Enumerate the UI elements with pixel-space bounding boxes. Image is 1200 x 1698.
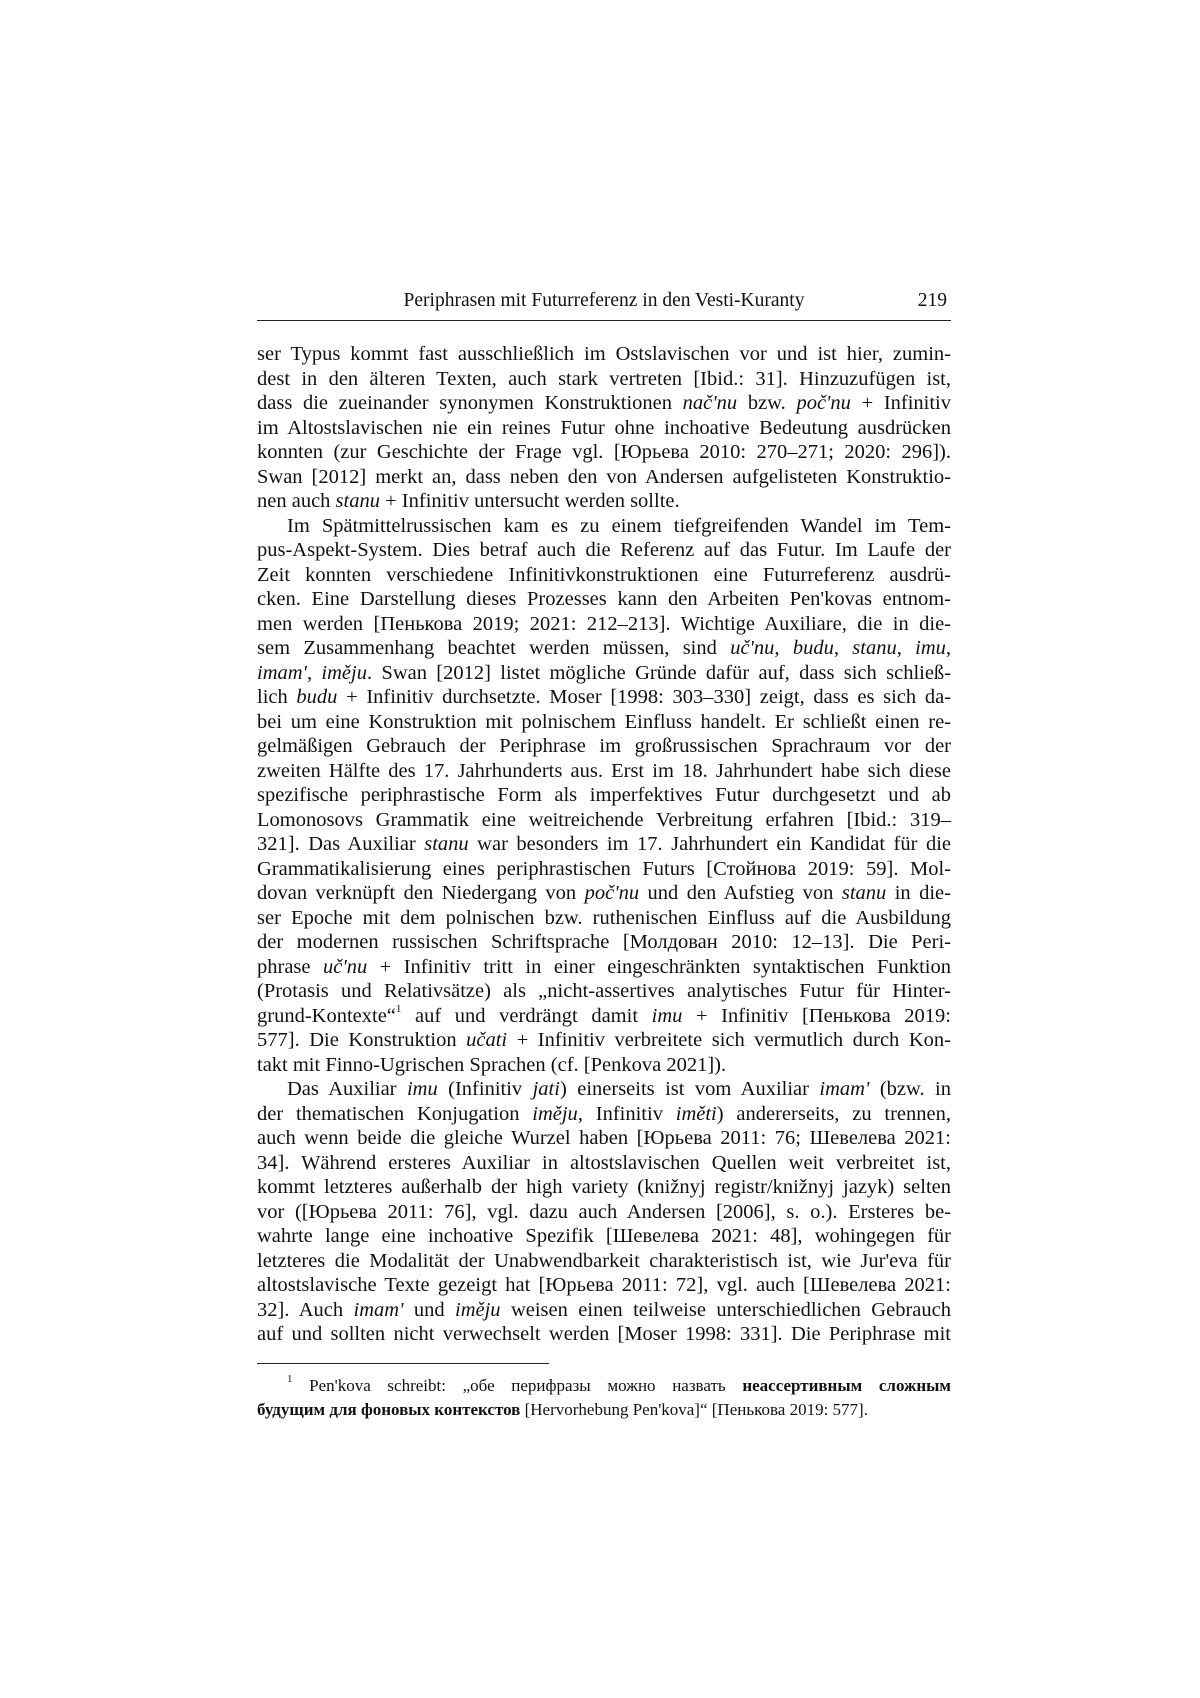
italic-term: učati [466, 1029, 508, 1051]
italic-term: imu [406, 1078, 438, 1100]
text-line [257, 1200, 951, 1225]
text-line [257, 685, 951, 710]
text-run: in die- [886, 882, 951, 904]
text-run: . Swan [2012] listet mögliche Gründe dafür auf, dass sich schließ- [366, 661, 952, 684]
text-run: war besonders im 17. Jahrhundert ein Kandidat für die [468, 833, 951, 855]
text-run: men werden [Пенькова 2019; 2021: 212–213]. Wichtige Auxiliare, die in die- [257, 612, 951, 635]
italic-term: iměju [455, 1298, 501, 1321]
italic-term: imu [651, 1004, 683, 1027]
text-run: Pen'kova schreibt: „обе перифразы можно назвать [292, 1376, 743, 1395]
text-line [257, 832, 951, 857]
text-line [257, 440, 951, 465]
italic-term: iměti [675, 1102, 717, 1125]
footnote-separator [257, 1363, 549, 1364]
footnote-line [257, 1374, 951, 1398]
text-run: 577]. Die Konstruktion [257, 1029, 467, 1051]
text-run: auf und verdrängt damit [401, 1004, 652, 1027]
text-run: , [306, 661, 322, 684]
text-run: weisen einen teilweise unterschiedlichen Gebrauch [500, 1298, 951, 1321]
text-run: gelmäßigen Gebrauch der Periphrase im großrussischen Sprachraum vor der [257, 735, 951, 757]
bold-text: будущим для фоновых контекстов [257, 1400, 521, 1419]
text-line [257, 612, 951, 637]
italic-term: stanu [841, 882, 887, 904]
italic-term: stanu [335, 490, 380, 512]
body-text [257, 342, 951, 1347]
text-run: nen auch [257, 490, 336, 512]
text-run: dest in den älteren Texten, auch stark vertreten [Ibid.: 31]. Hinzuzufügen ist, [257, 367, 951, 390]
text-run: + Infinitiv [Пенькова 2019: [682, 1004, 951, 1027]
italic-term: budu [792, 637, 834, 659]
italic-term: jati [532, 1078, 560, 1100]
text-run: Im Spätmittelrussischen kam es zu einem tiefgreifenden Wandel im Tem- [287, 514, 951, 537]
italic-term: imam' [819, 1078, 870, 1100]
text-line [257, 955, 951, 980]
text-run: und den Aufstieg von [639, 882, 842, 904]
italic-term: poč'nu [796, 392, 851, 414]
text-run: Das Auxiliar [287, 1078, 407, 1100]
text-line [257, 1224, 951, 1249]
text-run: ) einerseits ist vom Auxiliar [559, 1078, 820, 1100]
text-run: 34]. Während ersteres Auxiliar in altostslavischen Quellen weit verbreitet ist, [257, 1151, 951, 1174]
text-run: , [833, 637, 853, 659]
text-line [257, 1249, 951, 1274]
text-run: spezifische periphrastische Form als imperfektives Futur durchgesetzt und ab [257, 784, 951, 806]
text-run: bei um eine Konstruktion mit polnischem Einfluss handelt. Er schließt einen re- [257, 710, 951, 733]
text-run: ser Typus kommt fast ausschließlich im Ostslavischen vor und ist hier, zumin- [257, 343, 951, 365]
text-run: sem Zusammenhang beachtet werden müssen, sind [257, 637, 731, 659]
italic-term: stanu [424, 833, 469, 855]
text-run: , [945, 637, 952, 659]
text-run: + Infinitiv durchsetzte. Moser [1998: 303–330] zeigt, dass es sich da- [337, 686, 951, 708]
text-run: auf und sollten nicht verwechselt werden [Moser 1998: 331]. Die Periphrase mit [257, 1323, 951, 1345]
text-line [257, 465, 951, 490]
text-run: letzteres die Modalität der Unabwendbarkeit charakteristisch ist, wie Jur'eva für [257, 1249, 951, 1272]
text-run: Swan [2012] merkt an, dass neben den von Andersen aufgelisteten Konstruktio- [257, 465, 951, 488]
text-line [257, 710, 951, 735]
italic-term: iměju [321, 661, 367, 684]
text-line [257, 759, 951, 784]
text-run: 321]. Das Auxiliar [257, 833, 425, 855]
text-run: cken. Eine Darstellung dieses Prozesses kann den Arbeiten Pen'kovas entnom- [257, 588, 951, 610]
text-line [257, 783, 951, 808]
text-line [257, 391, 951, 416]
text-line [257, 367, 951, 392]
text-run: (Protasis und Relativsätze) als „nicht-assertives analytisches Futur für Hinter- [257, 980, 951, 1002]
text-line [257, 881, 951, 906]
footnote [257, 1374, 951, 1422]
italic-term: imam' [353, 1298, 404, 1321]
text-run: ) andererseits, zu trennen, [716, 1102, 951, 1125]
text-run: der modernen russischen Schriftsprache [Молдован 2010: 12–13]. Die Peri- [257, 931, 951, 953]
text-run: ser Epoche mit dem polnischen bzw. ruthenischen Einfluss auf die Ausbildung [257, 906, 951, 929]
text-line [257, 1298, 951, 1323]
text-run: + Infinitiv [850, 392, 951, 414]
text-run: dovan verknüpft den Niedergang von [257, 882, 585, 904]
text-run: takt mit Finno-Ugrischen Sprachen (cf. [Penkova 2021]). [257, 1053, 727, 1076]
text-run: konnten (zur Geschichte der Frage vgl. [Юрьева 2010: 270–271; 2020: 296]). [257, 441, 951, 463]
text-line [257, 1126, 951, 1151]
text-line [257, 808, 951, 833]
text-line [257, 636, 951, 661]
text-line [257, 979, 951, 1004]
text-run: Grammatikalisierung eines periphrastischen Futurs [Стойнова 2019: 59]. Mol- [257, 857, 951, 880]
text-line [257, 1273, 951, 1298]
text-run: bzw. [737, 392, 797, 414]
text-run: und [403, 1298, 456, 1321]
text-line [257, 416, 951, 441]
text-run: [Hervorhebung Pen'kova]“ [Пенькова 2019: 577]. [520, 1400, 868, 1419]
text-line [257, 661, 951, 686]
italic-term: poč'nu [584, 882, 640, 904]
text-line [257, 734, 951, 759]
text-line [257, 1028, 951, 1053]
text-run: , [896, 637, 916, 659]
text-run: pus-Aspekt-System. Dies betraf auch die Referenz auf das Futur. Im Laufe der [257, 539, 951, 561]
italic-term: uč'nu [730, 637, 775, 659]
text-run: der thematischen Konjugation [257, 1102, 533, 1125]
text-line [257, 1053, 951, 1078]
text-line [257, 489, 951, 514]
text-run: zweiten Hälfte des 17. Jahrhunderts aus. Erst im 18. Jahrhundert habe sich diese [257, 759, 951, 782]
text-run: , [774, 637, 793, 659]
text-line [257, 342, 951, 367]
text-run: lich [257, 686, 297, 708]
italic-term: budu [296, 686, 338, 708]
text-line [257, 1077, 951, 1102]
text-run: (Infinitiv [437, 1078, 533, 1100]
text-run: kommt letzteres außerhalb der high variety (knižnyj registr/knižnyj jazyk) selten [257, 1176, 951, 1198]
text-run: (bzw. in [869, 1078, 951, 1100]
text-run: auch wenn beide die gleiche Wurzel haben [Юрьева 2011: 76; Шевелева 2021: [257, 1127, 951, 1149]
text-line [257, 1102, 951, 1127]
text-run: altostslavische Texte gezeigt hat [Юрьева 2011: 72], vgl. auch [Шевелева 2021: [257, 1274, 951, 1296]
text-line [257, 1004, 951, 1029]
text-run: 32]. Auch [257, 1298, 354, 1321]
text-line [257, 1151, 951, 1176]
running-title: Periphrasen mit Futurreferenz in den Vesti-Kuranty [403, 290, 805, 311]
italic-term: nač'nu [682, 392, 738, 414]
text-line [257, 857, 951, 882]
page-header [257, 288, 951, 321]
text-line [257, 538, 951, 563]
footnote-marker: 1 [395, 1002, 402, 1015]
text-line [257, 1322, 951, 1347]
footnote-marker: 1 [287, 1373, 293, 1386]
text-run: im Altostslavischen nie ein reines Futur ohne inchoative Bedeutung ausdrücken [257, 416, 951, 439]
text-line [257, 1175, 951, 1200]
text-run: Zeit konnten verschiedene Infinitivkonstruktionen eine Futurreferenz ausdrü- [257, 563, 951, 586]
text-line [257, 563, 951, 588]
text-line [257, 514, 951, 539]
text-line [257, 930, 951, 955]
text-run: + Infinitiv verbreitete sich vermutlich durch Kon- [507, 1029, 951, 1051]
text-run: grund-Kontexte“ [257, 1004, 396, 1027]
text-run: vor ([Юрьева 2011: 76], vgl. dazu auch Andersen [2006], s. o.). Ersteres be- [257, 1200, 951, 1223]
italic-term: stanu [852, 637, 897, 659]
italic-term: uč'nu [322, 955, 368, 978]
text-run: + Infinitiv untersucht werden sollte. [379, 490, 680, 512]
text-run: + Infinitiv tritt in einer eingeschränkten syntaktischen Funktion [367, 955, 951, 978]
text-run: , Infinitiv [577, 1102, 676, 1125]
bold-text: неассертивным сложным [742, 1376, 951, 1395]
text-line [257, 906, 951, 931]
text-run: dass die zueinander synonymen Konstruktionen [257, 392, 683, 414]
italic-term: imu [915, 637, 946, 659]
italic-term: imam' [257, 661, 307, 684]
italic-term: iměju [532, 1102, 578, 1125]
page-number: 219 [917, 290, 947, 311]
text-line [257, 587, 951, 612]
text-run: phrase [257, 955, 323, 978]
text-run: wahrte lange eine inchoative Spezifik [Шевелева 2021: 48], wohingegen für [257, 1225, 951, 1247]
text-run: Lomonosovs Grammatik eine weitreichende Verbreitung erfahren [Ibid.: 319– [257, 808, 951, 831]
footnote-line [257, 1398, 951, 1422]
